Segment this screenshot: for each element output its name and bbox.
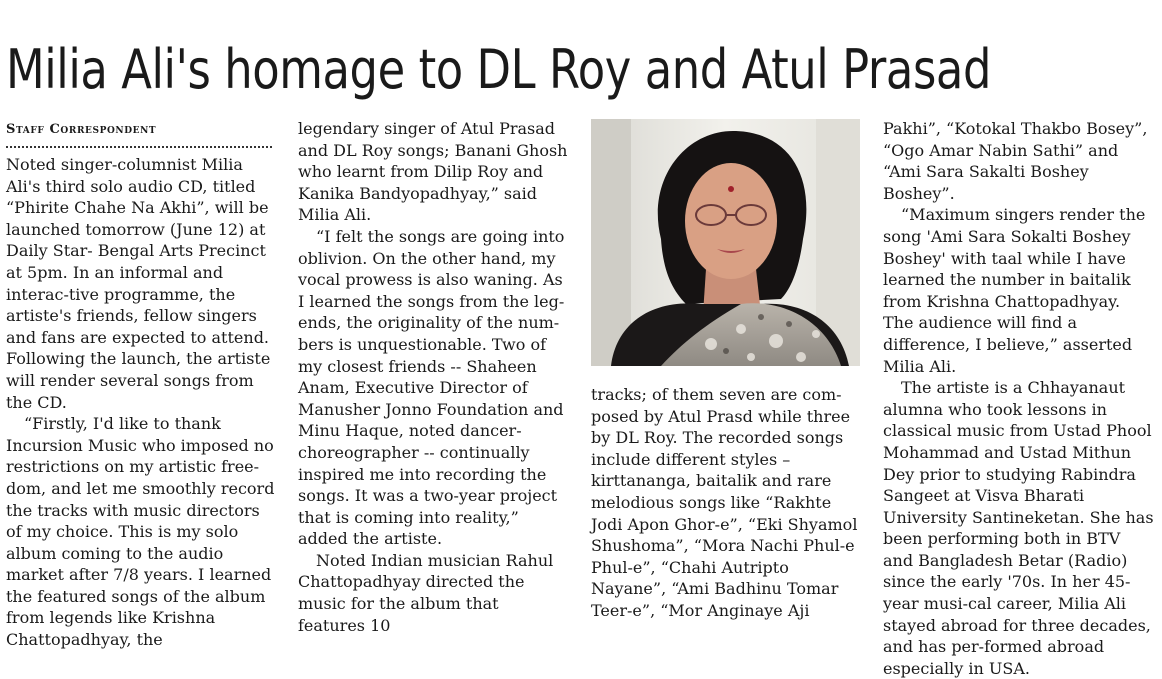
byline-text: Staff Correspondent bbox=[6, 122, 157, 137]
paragraph: tracks; of them seven are com-posed by Atul Prasd while three by DL Roy. The recorded songs include different styles – kirttananga, baitalik and rare melodious songs like “Rakhte Jodi Apon Ghor-e”, “Eki Shyamol Shushoma”, “Mora Nachi Phul-e Phul-e”, “Chahi Autripto Nayane”, “Ami Badhinu Tomar Teer-e”, “Mor Anginaye Aji bbox=[591, 385, 858, 620]
paragraph: The artiste is a Chhayanaut alumna who took lessons in classical music from Ustad Phool Mohammad and Ustad Mithun Dey prior to studying Rabindra Sangeet at Visva Bharati University Santineketan. She has been performing both in BTV and Bangladesh Betar (Radio) since the early '70s. In her 45-year musi-cal career, Milia Ali stayed abroad for three decades, and has per-formed abroad especially in USA. bbox=[883, 378, 1154, 678]
article-column-2 bbox=[298, 118, 570, 636]
artist-photo bbox=[591, 119, 860, 366]
byline bbox=[6, 122, 278, 138]
paragraph: Noted singer-columnist Milia Ali's third solo audio CD, titled “Phirite Chahe Na Akhi”, will be launched tomorrow (June 12) at Daily Star- Bengal Arts Precinct at 5pm. In an informal and interac-tive programme, the artiste's friends, fellow singers and fans are expected to attend. Following the launch, the artiste will render several songs from the CD. bbox=[6, 155, 271, 412]
headline: Milia Ali's homage to DL Roy and Atul Prasad bbox=[6, 38, 992, 101]
article-column-3 bbox=[591, 384, 863, 622]
article-column-1 bbox=[6, 118, 278, 651]
artist-photo-illustration bbox=[591, 119, 860, 366]
paragraph: “Firstly, I'd like to thank Incursion Music who imposed no restrictions on my artistic free-dom, and let me smoothly record the tracks with music directors of my choice. This is my solo album coming to the audio market after 7/8 years. I learned the featured songs of the album from legends like Krishna Chattopadhyay, the bbox=[6, 414, 275, 650]
paragraph: “I felt the songs are going into oblivion. On the other hand, my vocal prowess is also waning. As I learned the songs from the leg-ends, the originality of the num-bers is unquestionable. Two of my closest friends -- Shaheen Anam, Executive Director of Manusher Jonno Foundation and Minu Haque, noted dancer-choreographer -- continually inspired me into recording the songs. It was a two-year project that is coming into reality,” added the artiste. bbox=[298, 226, 565, 549]
paragraph: Pakhi”, “Kotokal Thakbo Bosey”, “Ogo Amar Nabin Sathi” and “Ami Sara Sakalti Boshey Boshey”. bbox=[883, 119, 1148, 203]
paragraph: legendary singer of Atul Prasad and DL Roy songs; Banani Ghosh who learnt from Dilip Roy and Kanika Bandyopadhyay,” said Milia Ali. bbox=[298, 119, 568, 225]
byline-divider bbox=[6, 146, 272, 148]
paragraph: Noted Indian musician Rahul Chattopadhyay directed the music for the album that features 10 bbox=[298, 550, 554, 635]
article-column-4 bbox=[883, 118, 1155, 679]
paragraph: “Maximum singers render the song 'Ami Sara Sokalti Boshey Boshey' with taal while I have learned the number in baitalik from Krishna Chattopadhyay. The audience will find a difference, I believe,” asserted Milia Ali. bbox=[883, 205, 1146, 376]
